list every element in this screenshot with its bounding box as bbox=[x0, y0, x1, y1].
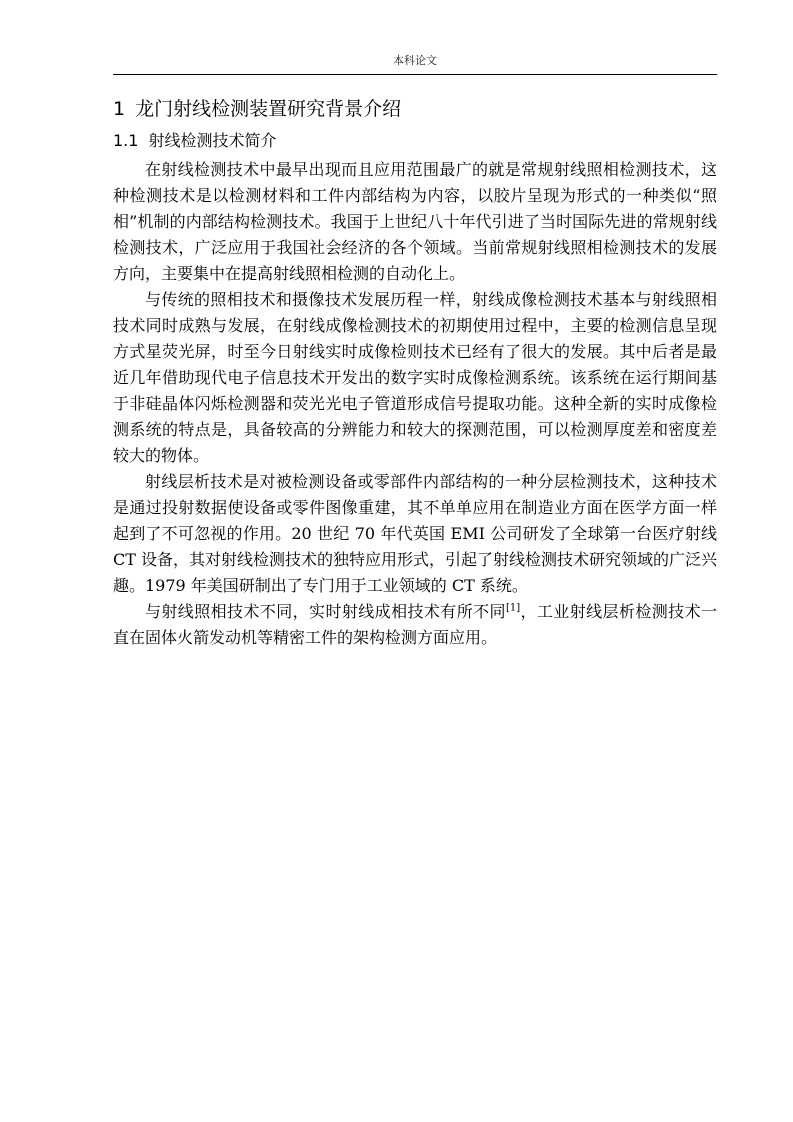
body-paragraph-last bbox=[113, 599, 717, 651]
body-paragraph: 射线层析技术是对被检测设备或零部件内部结构的一种分层检测技术，这种技术是通过投射数据使设备或零件图像重建，其不单单应用在制造业方面在医学方面一样起到了不可忽视的作用。20 世纪 70 年代英国 EMI 公司研发了全球第一台医疗射线 CT 设备，其对射线检测技术的独特应用形式，引起了射线检测技术研究领域的广泛兴趣。1979 年美国研制出了专门用于工业领域的 CT 系统。 bbox=[113, 472, 718, 595]
body-paragraph: 在射线检测技术中最早出现而且应用范围最广的就是常规射线照相检测技术，这种检测技术是以检测材料和工件内部结构为内容，以胶片呈现为形式的一种类似“照相”机制的内部结构检测技术。我国于上世纪八十年代引进了当时国际先进的常规射线检测技术，广泛应用于我国社会经济的各个领域。当前常规射线照相检测技术的发展方向，主要集中在提高射线照相检测的自动化上。 bbox=[113, 160, 717, 283]
paragraph-text: ，工业射线层析检测技术一直在固体火箭发动机等精密工件的架构检测方面应用。 bbox=[113, 602, 717, 647]
running-header bbox=[113, 52, 717, 75]
subsection-number: 1.1 bbox=[113, 131, 139, 150]
citation-marker: [1] bbox=[505, 602, 521, 614]
paragraph-text: 与射线照相技术不同，实时射线成相技术有所不同 bbox=[145, 602, 506, 621]
section-title: 龙门射线检测装置研究背景介绍 bbox=[135, 98, 402, 120]
body-paragraph: 与传统的照相技术和摄像技术发展历程一样，射线成像检测技术基本与射线照相技术同时成熟与发展，在射线成像检测技术的初期使用过程中，主要的检测信息呈现方式星荧光屏，时至今日射线实时成像检则技术已经有了很大的发展。其中后者是最近几年借助现代电子信息技术开发出的数字实时成像检测系统。该系统在运行期间基于非硅晶体闪烁检测器和荧光光电子管道形成信号提取功能。这种全新的实时成像检测系统的特点是，具备较高的分辨能力和较大的探测范围，可以检测厚度差和密度差较大的物体。 bbox=[113, 290, 717, 465]
subsection-title: 射线检测技术简介 bbox=[148, 131, 277, 150]
subsection-heading bbox=[113, 127, 717, 155]
running-header-title: 本科论文 bbox=[393, 54, 437, 67]
section-heading bbox=[113, 95, 717, 123]
document-body bbox=[113, 95, 717, 651]
section-number: 1 bbox=[113, 98, 126, 120]
